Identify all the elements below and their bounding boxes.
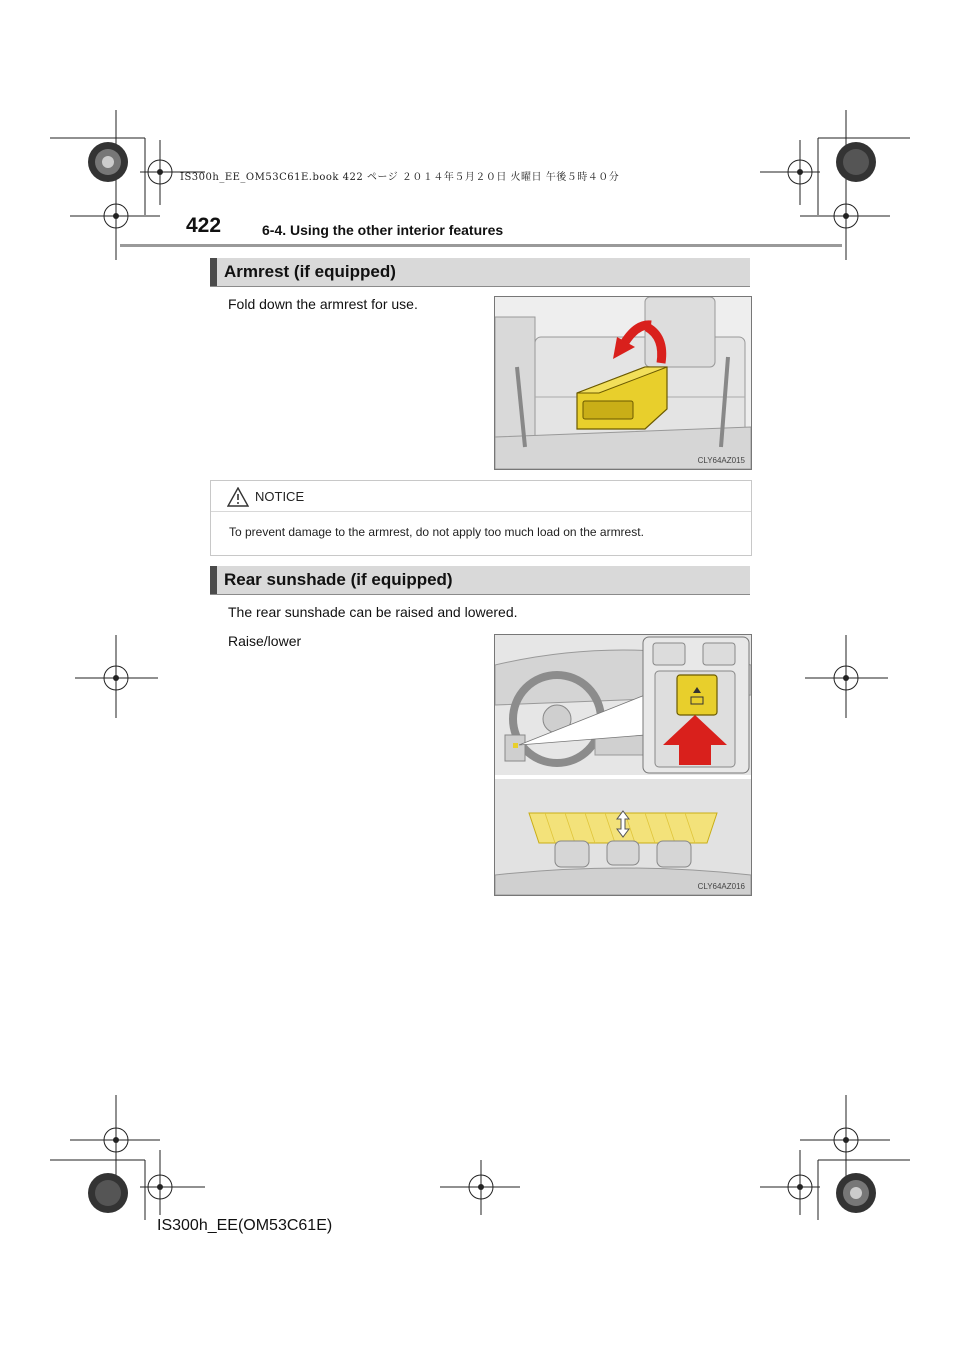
heading-bar [210, 566, 217, 594]
armrest-figure [494, 296, 752, 470]
notice-header [211, 481, 751, 512]
warning-triangle-icon [227, 487, 249, 507]
notice-text: To prevent damage to the armrest, do not apply too much load on the armrest. [229, 525, 644, 539]
sunshade-figure-code: CLY64AZ016 [697, 882, 745, 891]
heading-bar [210, 258, 217, 286]
armrest-illustration [495, 297, 751, 469]
armrest-figure-code: CLY64AZ015 [697, 456, 745, 465]
print-metadata: IS300h_EE_OM53C61E.book 422 ページ ２０１４年５月２０日 火曜日 午後５時４０分 [180, 172, 620, 183]
footer-book-code: IS300h_EE(OM53C61E) [157, 1217, 333, 1234]
sunshade-heading [210, 566, 750, 595]
sunshade-illustration [495, 635, 751, 895]
header-rule [120, 244, 842, 247]
armrest-body: Fold down the armrest for use. [228, 296, 418, 312]
armrest-heading [210, 258, 750, 287]
notice-label: NOTICE [255, 489, 305, 504]
sunshade-caption: Raise/lower [228, 633, 302, 649]
armrest-heading-text: Armrest (if equipped) [224, 262, 396, 281]
notice-box [210, 480, 752, 556]
section-title: 6-4. Using the other interior features [262, 222, 504, 238]
sunshade-heading-text: Rear sunshade (if equipped) [224, 570, 453, 589]
page-number: 422 [186, 214, 222, 237]
sunshade-body: The rear sunshade can be raised and lowered. [228, 604, 518, 620]
sunshade-figure [494, 634, 752, 896]
